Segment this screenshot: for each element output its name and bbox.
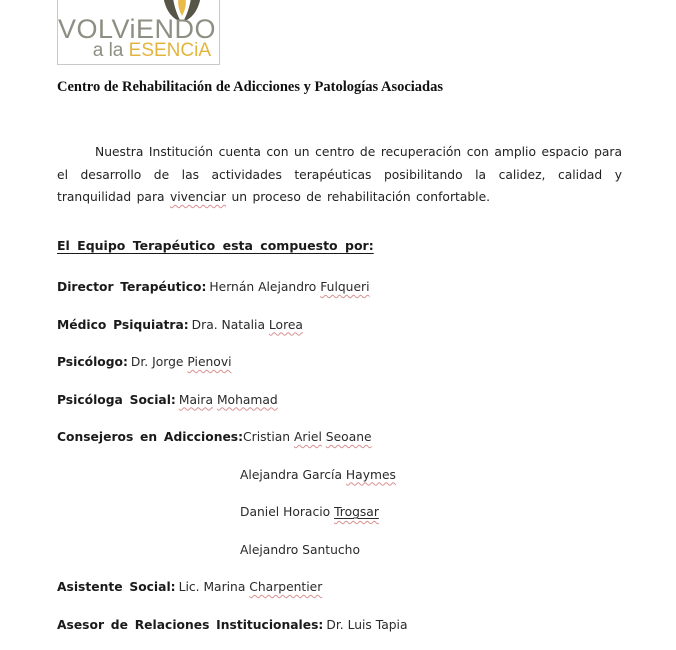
- spellcheck-word: Trogsar: [334, 505, 379, 519]
- staff-role-label: Director Terapéutico:: [57, 280, 207, 294]
- staff-role-label: Psicólogo:: [57, 355, 128, 369]
- spellcheck-word: Ariel: [294, 430, 322, 444]
- logo: [57, 0, 220, 65]
- spellcheck-word: Charpentier: [249, 580, 323, 594]
- logo-text-tagline: [93, 41, 211, 61]
- name-text: Alejandro Santucho: [240, 542, 360, 557]
- staff-person-name: [209, 280, 369, 294]
- spellcheck-word: Haymes: [345, 467, 396, 482]
- name-text: Dr. Jorge: [130, 355, 188, 369]
- spellcheck-word: Fulqueri: [320, 280, 370, 294]
- staff-person-name: [179, 580, 323, 594]
- spellcheck-word: Lorea: [268, 317, 303, 332]
- staff-line: [57, 428, 637, 447]
- intro-paragraph: [57, 141, 622, 209]
- staff-role-label: Consejeros en Adicciones:: [57, 430, 244, 444]
- name-text: Dr. Luis Tapia: [326, 617, 408, 632]
- underlined-spellcheck-word: [334, 505, 379, 519]
- spellcheck-word: Maira: [178, 392, 214, 407]
- staff-line: [57, 578, 637, 597]
- staff-line: [57, 616, 637, 635]
- spellcheck-word: Mohamad: [216, 392, 278, 407]
- staff-person-name: [240, 505, 379, 519]
- intro-spellcheck-word: vivenciar: [169, 190, 227, 204]
- spellcheck-word: Pienovi: [187, 355, 232, 369]
- name-text: Lic. Marina: [178, 580, 250, 594]
- spellcheck-word: Seoane: [325, 430, 372, 444]
- name-text: Alejandra García: [240, 467, 346, 482]
- staff-role-label: Asistente Social:: [57, 580, 176, 594]
- staff-person-name: [192, 318, 303, 332]
- staff-person-name: [131, 355, 232, 369]
- staff-line: [57, 353, 637, 372]
- staff-list: [57, 278, 637, 650]
- staff-person-name: [326, 618, 407, 632]
- intro-text-part1: Nuestra Institución cuenta con un centro de recuperación con amplio espacio para el desarrollo de las actividades terapéuticas posibilitando la calidez, calidad y tranquilidad para: [57, 145, 622, 204]
- logo-text-main: VOLViENDO: [58, 14, 217, 44]
- intro-text-part2: un proceso de rehabilitación confortable.: [226, 190, 491, 204]
- staff-line: [57, 278, 637, 297]
- staff-line: [57, 466, 637, 485]
- staff-line: [57, 316, 637, 335]
- name-text: Cristian: [243, 430, 294, 444]
- staff-person-name: [240, 468, 396, 482]
- staff-line: [57, 503, 637, 522]
- page-title: Centro de Rehabilitación de Adicciones y Patologías Asociadas: [57, 79, 444, 95]
- staff-person-name: [240, 543, 360, 557]
- staff-role-label: Psicóloga Social:: [57, 392, 176, 407]
- logo-tagline-accent: ESENCiA: [128, 40, 211, 61]
- name-text: Dra. Natalia: [191, 317, 269, 332]
- staff-line: [57, 541, 637, 560]
- logo-tagline-prefix: a la: [92, 40, 129, 61]
- name-text: Daniel Horacio: [240, 505, 335, 519]
- staff-person-name: [243, 430, 372, 444]
- section-heading: El Equipo Terapéutico esta compuesto por:: [57, 238, 374, 253]
- staff-person-name: [179, 393, 278, 407]
- name-text: Hernán Alejandro: [209, 280, 321, 294]
- staff-role-label: Asesor de Relaciones Institucionales:: [57, 617, 324, 632]
- staff-line: [57, 391, 637, 410]
- staff-role-label: Médico Psiquiatra:: [57, 317, 189, 332]
